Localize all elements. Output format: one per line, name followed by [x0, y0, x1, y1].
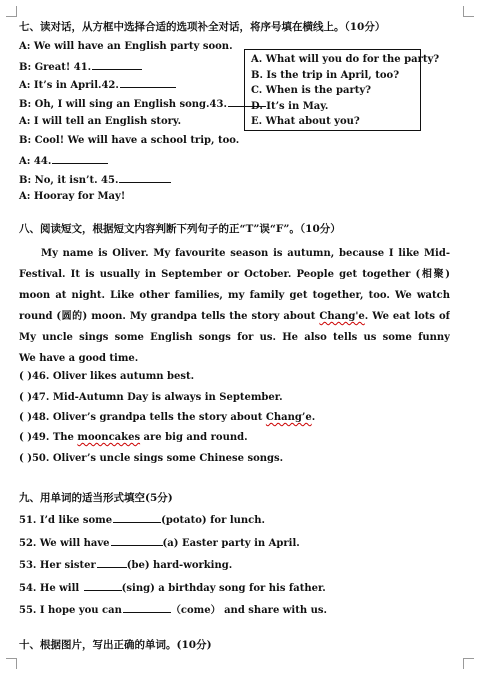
passage-line-3: moon at night. Like other families, my family get together, too. We watch [19, 290, 450, 301]
dialogue-line-8: B: No, it isn’t. 45. [19, 172, 171, 188]
dialogue-line-5: A: I will tell an English story. [19, 116, 182, 127]
option-a: A. What will you do for the party? [251, 54, 440, 65]
reading-passage [19, 243, 450, 369]
answer-blank-44[interactable] [52, 153, 108, 164]
options-box [244, 49, 440, 131]
dialogue-line-6: B: Cool! We will have a school trip, too. [19, 135, 240, 146]
answer-blank-42[interactable] [120, 77, 176, 88]
section10-title: 十、根据图片，写出正确的单词。(10分) [19, 639, 212, 651]
passage-line-1: My name is Oliver. My favourite season is autumn, because I like Mid- [41, 248, 450, 259]
section9-title: 九、用单词的适当形式填空(5分) [19, 492, 173, 504]
option-d: D. It’s in May. [251, 100, 329, 112]
fill-item-54: 54. He will (sing) a birthday song for his father. [19, 580, 326, 596]
option-c: C. When is the party? [251, 85, 372, 96]
dialogue-line-1: A: We will have an English party soon. [19, 41, 233, 52]
fill-item-51: 51. I’d like some (potato) for lunch. [19, 512, 265, 528]
dialogue-line-3: A: It’s in April.42. [19, 77, 176, 93]
option-e: E. What about you? [251, 116, 360, 127]
statement-49[interactable]: ( )49. The mooncakes are big and round. [19, 432, 248, 443]
statement-47[interactable]: ( )47. Mid-Autumn Day is always in September. [19, 392, 283, 403]
fill-item-53: 53. Her sister (be) hard-working. [19, 557, 232, 573]
passage-line-5: My uncle sings some English songs for us. He also tells us some funny [19, 332, 450, 343]
answer-blank-41[interactable] [92, 59, 142, 70]
answer-blank-51[interactable] [113, 512, 161, 523]
fill-item-55: 55. I hope you can （come） and share with us. [19, 602, 327, 618]
passage-line-6: We have a good time. [19, 353, 139, 364]
dialogue-line-7: A: 44. [19, 153, 108, 169]
section8-title: 八、阅读短文，根据短文内容判断下列句子的正“T”误“F”。（10分） [19, 223, 341, 235]
crop-mark-bottom-left [6, 658, 17, 669]
dialogue-line-4: B: Oh, I will sing an English song.43. [19, 96, 266, 112]
dialogue-line-9: A: Hooray for May! [19, 191, 126, 202]
option-b: B. Is the trip in April, too? [251, 69, 400, 81]
passage-line-4: round (圆的) moon. My grandpa tells the story about Chang'e. We eat lots of [19, 311, 450, 322]
answer-blank-55[interactable] [123, 602, 171, 613]
dialogue-line-2: B: Great! 41. [19, 59, 142, 75]
answer-blank-54[interactable] [84, 580, 122, 591]
crop-mark-bottom-right [463, 658, 474, 669]
fill-item-52: 52. We will have (a) Easter party in April. [19, 535, 300, 551]
crop-mark-top-left [6, 6, 17, 17]
answer-blank-52[interactable] [111, 535, 163, 546]
statement-50[interactable]: ( )50. Oliver’s uncle sings some Chinese songs. [19, 453, 284, 464]
statement-48[interactable]: ( )48. Oliver’s grandpa tells the story about Chang’e. [19, 412, 316, 423]
crop-mark-top-right [463, 6, 474, 17]
statement-46[interactable]: ( )46. Oliver likes autumn best. [19, 371, 195, 382]
answer-blank-45[interactable] [119, 172, 171, 183]
section7-title: 七、读对话，从方框中选择合适的选项补全对话，将序号填在横线上。（10分） [19, 21, 386, 33]
answer-blank-53[interactable] [97, 557, 127, 568]
passage-line-2: Festival. It is usually in September or October. People get together (相聚) [19, 269, 450, 280]
